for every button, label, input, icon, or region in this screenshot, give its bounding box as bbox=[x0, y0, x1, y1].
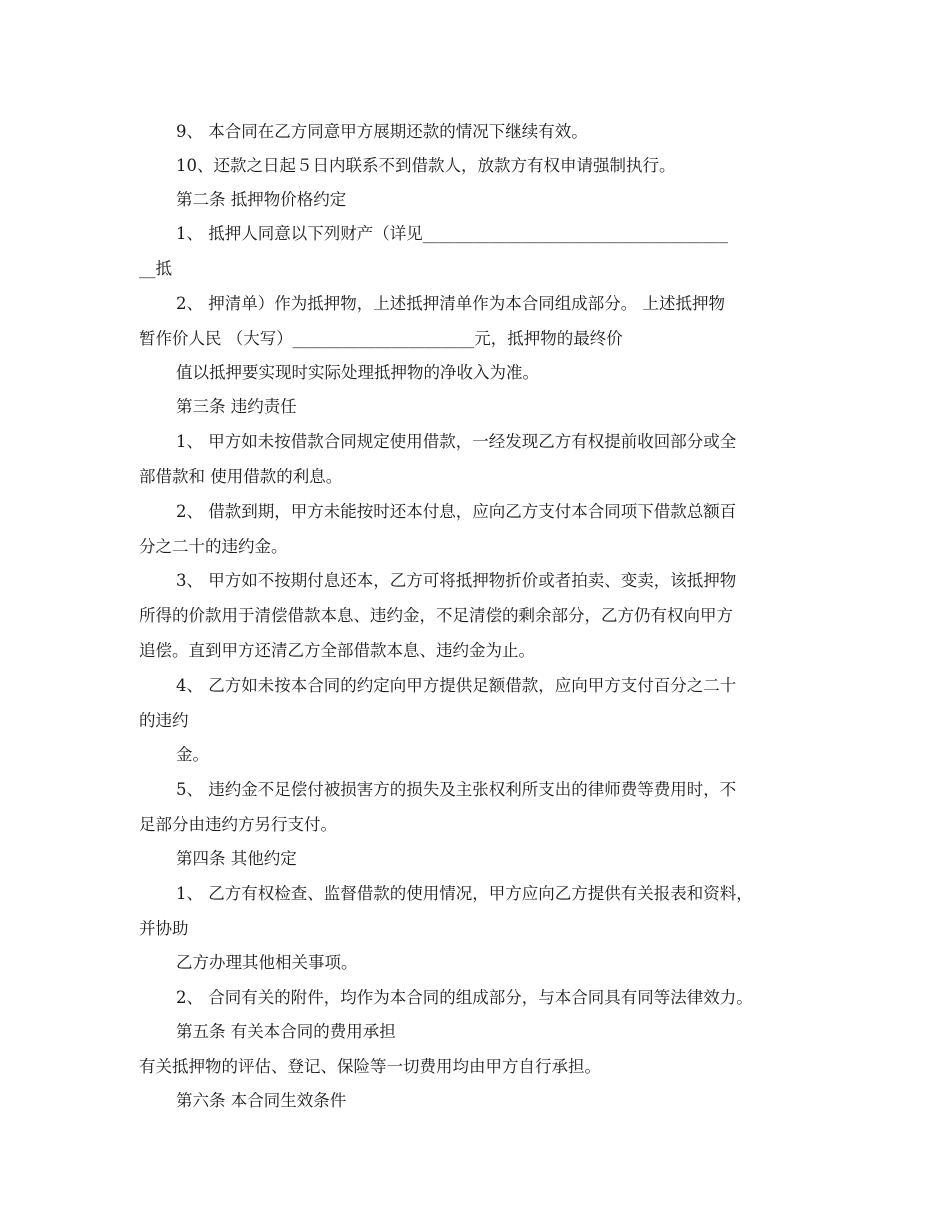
text-line: 1、 乙方有权检查、监督借款的使用情况，甲方应向乙方提供有关报表和资料， bbox=[176, 884, 753, 903]
text-line: 部借款和 使用借款的利息。 bbox=[139, 467, 343, 486]
text-line: 5、 违约金不足偿付被损害方的损失及主张权利所支出的律师费等费用时，不 bbox=[176, 780, 737, 799]
text-line: 10、还款之日起５日内联系不到借款人，放款方有权申请强制执行。 bbox=[176, 156, 676, 175]
section-heading: 第三条 违约责任 bbox=[176, 397, 297, 416]
text-line: 并协助 bbox=[139, 919, 189, 938]
text-line: 9、 本合同在乙方同意甲方展期还款的情况下继续有效。 bbox=[176, 122, 588, 141]
text-line: 的违约 bbox=[139, 711, 189, 730]
text-line: 所得的价款用于清偿借款本息、违约金，不足清偿的剩余部分，乙方仍有权向甲方 bbox=[139, 606, 733, 625]
text-line: 值以抵押要实现时实际处理抵押物的净收入为准。 bbox=[176, 363, 539, 382]
section-heading: 第二条 抵押物价格约定 bbox=[176, 190, 347, 209]
section-heading: 第五条 有关本合同的费用承担 bbox=[176, 1022, 396, 1041]
section-heading: 第六条 本合同生效条件 bbox=[176, 1091, 347, 1110]
text-line: 追偿。直到甲方还清乙方全部借款本息、违约金为止。 bbox=[139, 641, 535, 660]
text-line: 暂作价人民 （大写）______________________元，抵押物的最终价 bbox=[139, 329, 623, 348]
text-line: 分之二十的违约金。 bbox=[139, 537, 288, 556]
text-line: 2、 押清单）作为抵押物，上述抵押清单作为本合同组成部分。 上述抵押物 bbox=[176, 294, 725, 313]
text-line: 金。 bbox=[176, 745, 209, 764]
text-line: 1、 抵押人同意以下列财产（详见_____________________________________ bbox=[176, 224, 728, 243]
text-line: 3、 甲方如不按期付息还本，乙方可将抵押物折价或者拍卖、变卖，该抵押物 bbox=[176, 571, 737, 590]
text-line: 足部分由违约方另行支付。 bbox=[139, 815, 337, 834]
text-line: 有关抵押物的评估、登记、保险等一切费用均由甲方自行承担。 bbox=[139, 1057, 601, 1076]
text-line: 4、 乙方如未按本合同的约定向甲方提供足额借款，应向甲方支付百分之二十 bbox=[176, 676, 737, 695]
text-line: 1、 甲方如未按借款合同规定使用借款，一经发现乙方有权提前收回部分或全 bbox=[176, 432, 737, 451]
text-line: 乙方办理其他相关事项。 bbox=[176, 953, 358, 972]
text-line: 2、 借款到期，甲方未能按时还本付息，应向乙方支付本合同项下借款总额百 bbox=[176, 502, 737, 521]
text-line: __抵 bbox=[139, 259, 172, 278]
section-heading: 第四条 其他约定 bbox=[176, 849, 297, 868]
text-line: 2、 合同有关的附件，均作为本合同的组成部分，与本合同具有同等法律效力。 bbox=[176, 988, 753, 1007]
